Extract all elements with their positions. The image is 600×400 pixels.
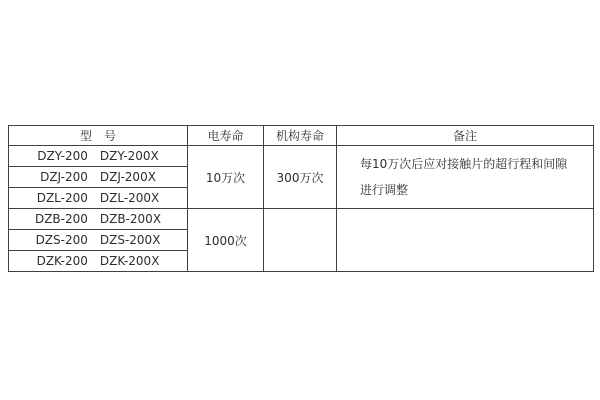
model-number: DZY-200X [99,149,159,163]
model-number: DZS-200X [99,233,161,247]
header-electrical-life: 电寿命 [188,126,264,146]
relay-lifespan-spec-table [8,125,594,272]
mechanical-life-group-1: 300万次 [264,146,337,209]
model-number: DZB-200 [34,212,88,226]
model-cell-dzs [9,230,188,251]
model-cell-dzl [9,188,188,209]
model-cell-dzk [9,251,188,272]
header-mechanical-life: 机构寿命 [264,126,337,146]
mechanical-life-group-2 [264,209,337,272]
model-cell-dzb [9,209,188,230]
remark-line-1: 每10万次后应对接触片的超行程和间隙 [360,157,568,171]
model-number: DZB-200X [99,212,162,226]
model-number: DZY-200 [37,149,88,163]
electrical-life-group-1: 10万次 [188,146,264,209]
model-number: DZJ-200 [40,170,88,184]
model-cell-dzj [9,167,188,188]
model-number: DZS-200 [35,233,88,247]
remark-line-2: 进行调整 [360,183,409,197]
table-row [9,209,594,230]
table-row [9,146,594,167]
model-number: DZJ-200X [99,170,156,184]
remarks-group-1 [337,146,594,209]
table-header-row [9,126,594,146]
model-number: DZK-200 [36,254,88,268]
model-number: DZL-200 [36,191,88,205]
model-number: DZL-200X [99,191,160,205]
model-number: DZK-200X [99,254,160,268]
header-model: 型 号 [9,126,188,146]
model-cell-dzy [9,146,188,167]
header-remarks: 备注 [337,126,594,146]
remarks-group-2 [337,209,594,272]
electrical-life-group-2: 1000次 [188,209,264,272]
